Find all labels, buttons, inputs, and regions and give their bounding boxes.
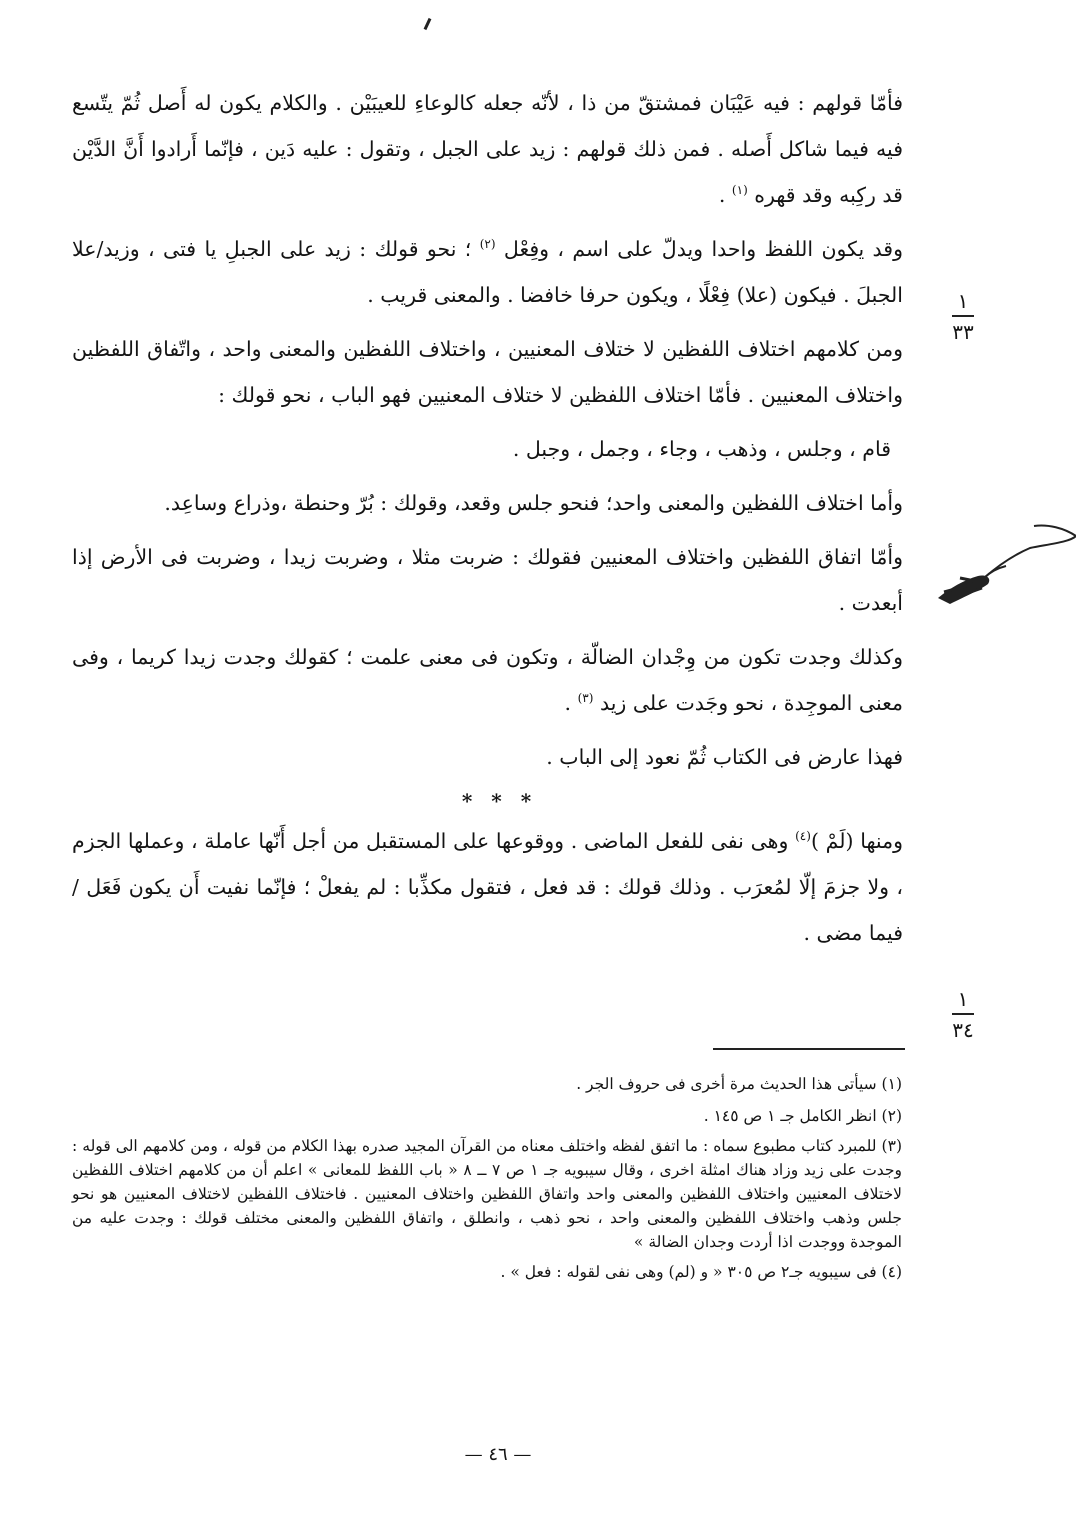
word-list: قام ، وجلس ، وذهب ، وجاء ، وجمل ، وجبل .: [512, 437, 891, 461]
paragraph-3: ومن كلامهم اختلاف اللفظين لا ختلاف المعنيين ، واختلاف اللفظين والمعنى واحد ، واتّفاق اللفظين واختلاف المعنيين . فأمّا اختلاف اللفظين لا ختلاف المعنيين فهو الباب ، نحو قولك :: [72, 337, 903, 407]
pointing-hand-icon: [930, 518, 1076, 610]
paragraph-9-text-b: وهى نفى للفعل الماضى . ووقوعها على المستقبل من أجل أَنّها عاملة ، وعملها الجزم ، ولا جزمَ إلّا لمُعرَب . وذلك قولك : قد فعل ، فتقول مكذِّبا : لم يفعلْ ؛ فإنّما نفيت أَن يكون فَعَل / فيما مضى .: [72, 829, 903, 945]
paragraph-7: [72, 634, 927, 726]
paragraph-9-text-a: ومنها (لَمْ ): [810, 829, 904, 853]
paragraph-1: [72, 80, 927, 218]
paragraph-1-end: .: [718, 183, 732, 207]
margin-ref-numerator: ١: [957, 987, 969, 1011]
page-number: — ٤٦ —: [464, 1444, 532, 1465]
paragraph-7-text: وكذلك وجدت تكون من وِجْدان الضالّة ، وتكون فى معنى علمت ؛ كقولك وجدت زيدا كريما ، وفى معنى الموجِدة ، نحو وجَدت على زيد: [72, 645, 903, 715]
footnote-4: (٤) فى سيبويه جـ٢ ص ٣٠٥ « و (لم) وهى نفى لقوله : فعل » .: [500, 1263, 902, 1281]
footnote-2: (٢) انظر الكامل جـ ١ ص ١٤٥ .: [703, 1107, 902, 1125]
paragraph-2-text-b: ؛ نحو قولك : زيد على الجبلِ يا فتى ، وزيد/علا الجبلَ . فيكون (علا) فِعْلًا ، ويكون حرفا خافضا . والمعنى قريب .: [72, 237, 903, 307]
paragraph-1-text: فأمّا قولهم : فيه عَيْبَان فمشتقّ من ذا ، لأنّه جعله كالوعاءِ للعيبَيْن . والكلام يكون له أَصل ثُمّ يتّسع فيه فيما شاكل أَصله . فمن ذلك قولهم : زيد على الجبل ، وتقول : عليه دَين ، فإنّما أَرادوا أَنَّ الدَّيْن قد ركِبه وقد قهره: [72, 91, 903, 207]
footnote-ref-4[interactable]: (٤): [795, 829, 811, 844]
paragraph-5: وأما اختلاف اللفظين والمعنى واحد؛ فنحو جلس وقعد، وقولك : بُرّ وحنطة ،وذراع وساعِد.: [164, 491, 903, 515]
margin-ref-denominator: ٣٤: [952, 1018, 974, 1042]
paragraph-8: فهذا عارض فى الكتاب ثُمّ نعود إلى الباب .: [546, 745, 903, 769]
page-mark: [424, 18, 432, 30]
section-separator: * * *: [461, 789, 538, 813]
footnote-ref-3[interactable]: (٣): [577, 691, 594, 706]
margin-reference-33: [943, 290, 983, 343]
footnote-ref-2[interactable]: (٢): [479, 237, 496, 252]
paragraph-7-end: .: [564, 691, 578, 715]
margin-ref-numerator: ١: [957, 289, 969, 313]
main-text: [72, 80, 927, 964]
footnote-ref-1[interactable]: (١): [731, 183, 748, 198]
margin-ref-bar: [952, 315, 974, 317]
paragraph-2-text-a: وقد يكون اللفظ واحدا ويدلّ على اسم ، وفِعْل: [503, 237, 903, 261]
margin-ref-bar: [952, 1013, 974, 1015]
paragraph-9: [72, 818, 927, 956]
footnotes: [72, 1070, 922, 1290]
footnote-3: (٣) للمبرد كتاب مطبوع سماه : ما اتفق لفظه واختلف معناه من القرآن المجيد صدره بهذا الكلام من قوله ، ومن كلامهم الى قوله : وجدت على زيد وزاد هناك امثلة اخرى ، وقال سيبويه جـ ١ ص ٧ ــ ٨ « باب اللفظ للمعانى » اعلم أن من كلامهم اختلاف اللفظين لاختلاف المعنيين واختلاف اللفظين والمعنى واحد واتفاق اللفظين واختلاف المعنيين . فاختلاف اللفظين لاختلاف المعنيين هو نحو جلس وذهب واختلاف اللفظين والمعنى واحد ، نحو ذهب ، وانطلق ، واتفاق اللفظين والمعنى مختلف قولك : وجدت عليه من الموجدة ووجدت اذا أردت وجدان الضالة »: [72, 1137, 903, 1251]
footnote-1: (١) سيأتى هذا الحديث مرة أخرى فى حروف الجر .: [576, 1075, 902, 1093]
footnote-divider: [713, 1048, 905, 1050]
paragraph-2: [72, 226, 927, 318]
margin-reference-34: [943, 988, 983, 1041]
paragraph-6: وأمّا اتفاق اللفظين واختلاف المعنيين فقولك : ضربت مثلا ، وضربت زيدا ، وضربت فى الأرض إذا أبعدت .: [72, 545, 903, 615]
margin-ref-denominator: ٣٣: [952, 320, 974, 344]
